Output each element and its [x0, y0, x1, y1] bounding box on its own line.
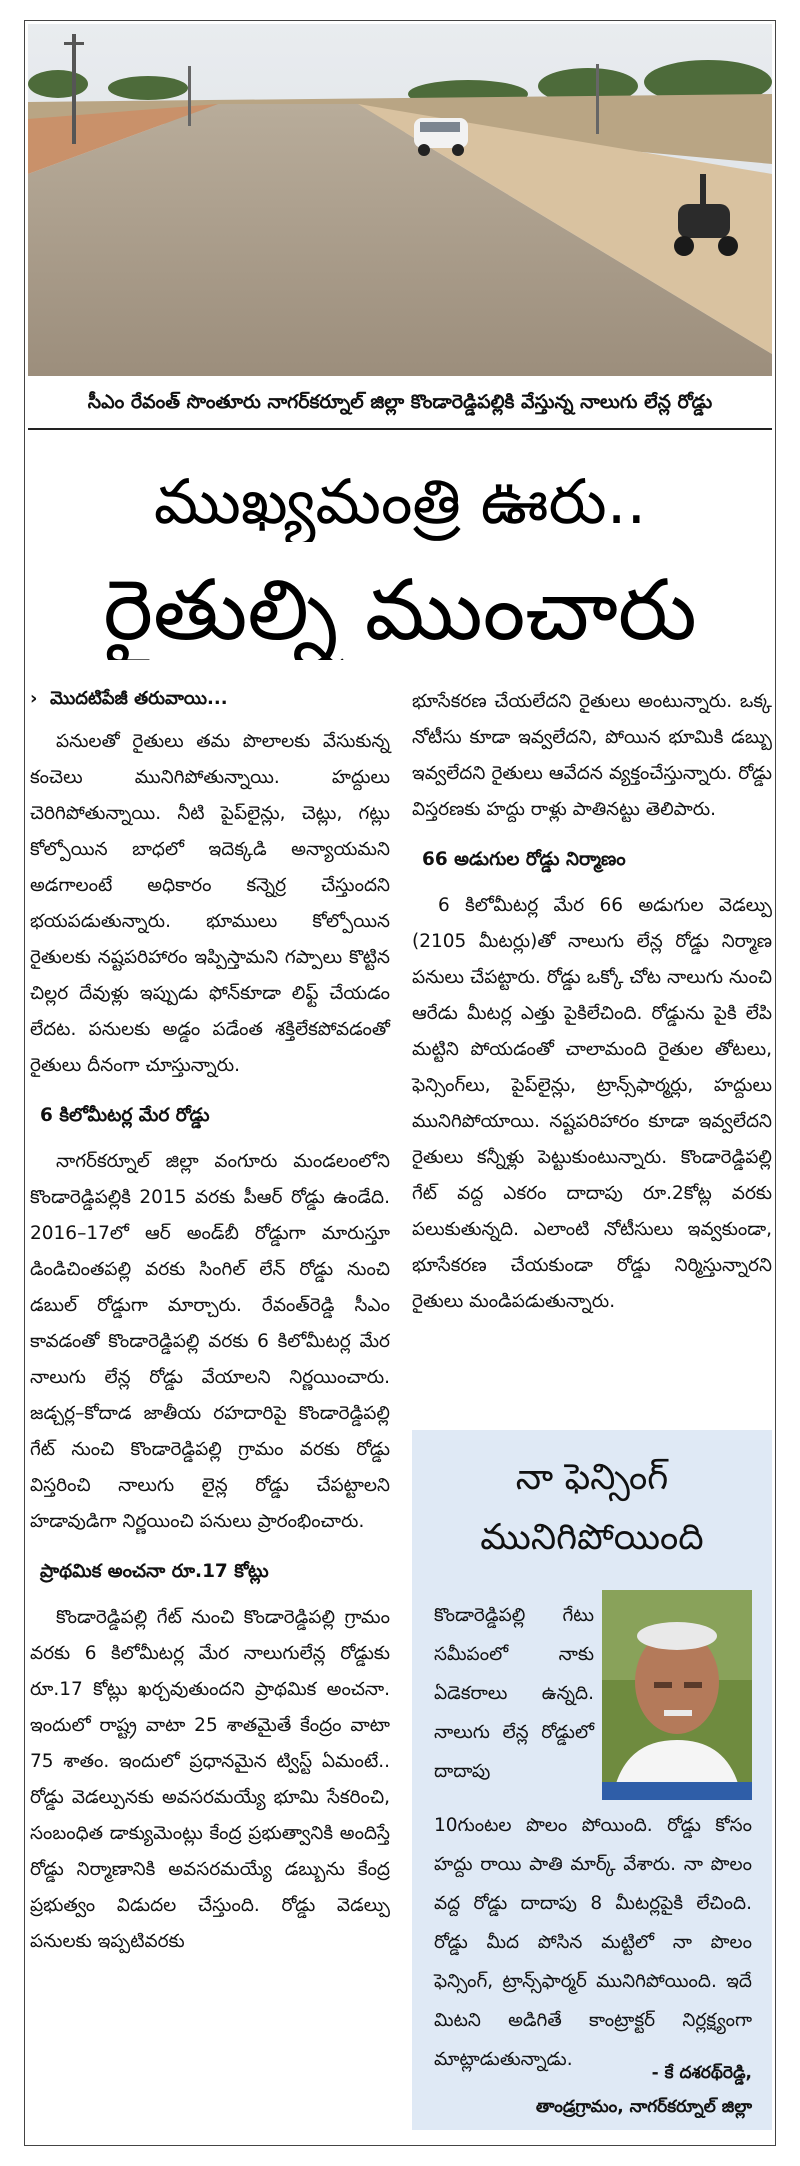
paragraph-5: 6 కిలోమీటర్ల మేర 66 అడుగుల వెడల్పు (2105 మీటర్లు)తో నాలుగు లేన్ల రోడ్డు నిర్మాణ పనులు చేపట్టారు. రోడ్డు ఒక్కో చోట నాలుగు నుంచి ఆరేడు మీటర్ల ఎత్తు పైకిలేచింది. రోడ్డును పైకి లేపి మట్టిని పోయడంతో చాలామంది రైతుల తోటలు, ఫెన్సింగ్‌లు, పైప్‌లైన్లు, ట్రాన్స్‌ఫార్మర్లు, హద్దులు మునిగిపోయాయి. నష్టపరిహారం కూడా ఇవ్వలేదని రైతులు కన్నీళ్లు పెట్టుకుంటున్నారు. కొండారెడ్డిపల్లి గేట్ వద్ద ఎకరం దాదాపు రూ.2కోట్ల వరకు పలుకుతున్నది. ఎలాంటి నోటీసులు ఇవ్వకుండా, భూసేకరణ చేయకుండా రోడ్డు నిర్మిస్తున్నారని రైతులు మండిపడుతున్నారు. [412, 895, 772, 1312]
quote-title-line-2: మునిగిపోయింది [480, 1517, 704, 1558]
continuation-text: మొదటిపేజీ తరువాయి... [50, 688, 228, 709]
road-photo [28, 24, 772, 376]
headline-line-1: ముఖ్యమంత్రి ఊరు.. [153, 465, 647, 538]
farmer-portrait [602, 1590, 752, 1800]
paragraph-4: భూసేకరణ చేయలేదని రైతులు అంటున్నారు. ఒక్క నోటీసు కూడా ఇవ్వలేదని, పోయిన భూమికి డబ్బు ఇవ్వలేదని రైతులు ఆవేదన వ్యక్తంచేస్తున్నారు. రోడ్డు విస్తరణకు హద్దు రాళ్లు పాతినట్టు తెలిపారు. [412, 691, 772, 820]
left-column [30, 684, 390, 1960]
headline-line-2: రైతుల్ని ముంచారు [103, 561, 697, 659]
quote-title-line-1: నా ఫెన్సింగ్ [515, 1457, 669, 1498]
quote-text-part-2: 10గుంటల పొలం పోయింది. రోడ్డు కోసం హద్దు రాయి పాతి మార్క్ వేశారు. నా పొలం వద్ద రోడ్డు దాదాపు 8 మీటర్లపైకి లేచింది. రోడ్డు మీద పోసిన మట్టిలో నా పొలం ఫెన్సింగ్, ట్రాన్స్‌ఫార్మర్ మునిగిపోయింది. ఇదే మిటని అడిగితే కాంట్రాక్టర్ నిర్లక్ష్యంగా మాట్లాడుతున్నాడు. [434, 1815, 752, 2070]
subheading-3: 66 అడుగుల రోడ్డు నిర్మాణం [422, 849, 626, 870]
paragraph-2: నాగర్‌కర్నూల్ జిల్లా వంగూరు మండలంలోని కొండారెడ్డిపల్లికి 2015 వరకు పీఆర్ రోడ్డు ఉండేది. 2016–17లో ఆర్ అండ్‌బీ రోడ్డుగా మారుస్తూ డిండిచింతపల్లి వరకు సింగిల్ లేన్ రోడ్డు నుంచి డబుల్ రోడ్డుగా మార్చారు. రేవంత్‌రెడ్డి సీఎం కావడంతో కొండారెడ్డిపల్లి వరకు 6 కిలోమీటర్ల మేర నాలుగు లేన్ల రోడ్డు వేయాలని నిర్ణయించారు. జడ్చర్ల–కోదాడ జాతీయ రహదారిపై కొండారెడ్డిపల్లి గేట్ నుంచి కొండారెడ్డిపల్లి గ్రామం వరకు రోడ్డు విస్తరించి నాలుగు లైన్ల రోడ్డు చేపట్టాలని హడావుడిగా నిర్ణయించి పనులు ప్రారంభించారు. [30, 1151, 390, 1532]
right-column [412, 684, 772, 1320]
caption-divider [28, 428, 772, 430]
quote-text-part-1: కొండారెడ్డిపల్లి గేటు సమీపంలో నాకు ఏడెకరాలు ఉన్నది. నాలుగు లేన్ల రోడ్డులో దాదాపు [434, 1605, 594, 1782]
chevron-right-icon: › [30, 688, 38, 709]
subheading-2: ప్రాథమిక అంచనా రూ.17 కోట్లు [40, 1561, 269, 1582]
quote-signature-place: తాండ్రగ్రామం, నాగర్‌కర్నూల్ జిల్లా [535, 2097, 752, 2117]
continuation-note [30, 684, 390, 714]
photo-caption: సీఎం రేవంత్ సొంతూరు నాగర్‌కర్నూల్ జిల్లా కొండారెడ్డిపల్లికి వేస్తున్న నాలుగు లేన్ల రోడ్డు [87, 391, 713, 413]
subheading-1: 6 కిలోమీటర్ల మేర రోడ్డు [40, 1105, 210, 1126]
paragraph-3: కొండారెడ్డిపల్లి గేట్ నుంచి కొండారెడ్డిపల్లి గ్రామం వరకు 6 కిలోమీటర్ల మేర నాలుగులేన్ల రోడ్డుకు రూ.17 కోట్లు ఖర్చవుతుందని ప్రాథమిక అంచనా. ఇందులో రాష్ట్ర వాటా 25 శాతమైతే కేంద్రం వాటా 75 శాతం. ఇందులో ప్రధానమైన ట్విస్ట్ ఏమంటే.. రోడ్డు వెడల్పునకు అవసరమయ్యే భూమి సేకరించి, సంబంధిత డాక్యుమెంట్లు కేంద్ర ప్రభుత్వానికి అందిస్తే రోడ్డు నిర్మాణానికి అవసరమయ్యే డబ్బును కేంద్ర ప్రభుత్వం విడుదల చేస్తుంది. రోడ్డు వెడల్పు పనులకు ఇప్పటివరకు [30, 1607, 390, 1952]
paragraph-1: పనులతో రైతులు తమ పొలాలకు వేసుకున్న కంచెలు మునిగిపోతున్నాయి. హద్దులు చెరిగిపోతున్నాయి. నీటి పైప్‌లైన్లు, చెట్లు, గట్లు కోల్పోయిన బాధలో ఇదెక్కడి అన్యాయమని అడగాలంటే అధికారం కన్నెర్ర చేస్తుందని భయపడుతున్నారు. భూములు కోల్పోయిన రైతులకు నష్టపరిహారం ఇప్పిస్తామని గప్పాలు కొట్టిన చిల్లర దేవుళ్లు ఇప్పుడు ఫోన్‌కూడా లిఫ్ట్ చేయడం లేదట. పనులకు అడ్డం పడేంత శక్తిలేకపోవడంతో రైతులు దీనంగా చూస్తున్నారు. [30, 731, 390, 1076]
quote-box [412, 1430, 772, 2130]
quote-signature-name: - కే దశరథ్‌రెడ్డి, [651, 2063, 752, 2083]
